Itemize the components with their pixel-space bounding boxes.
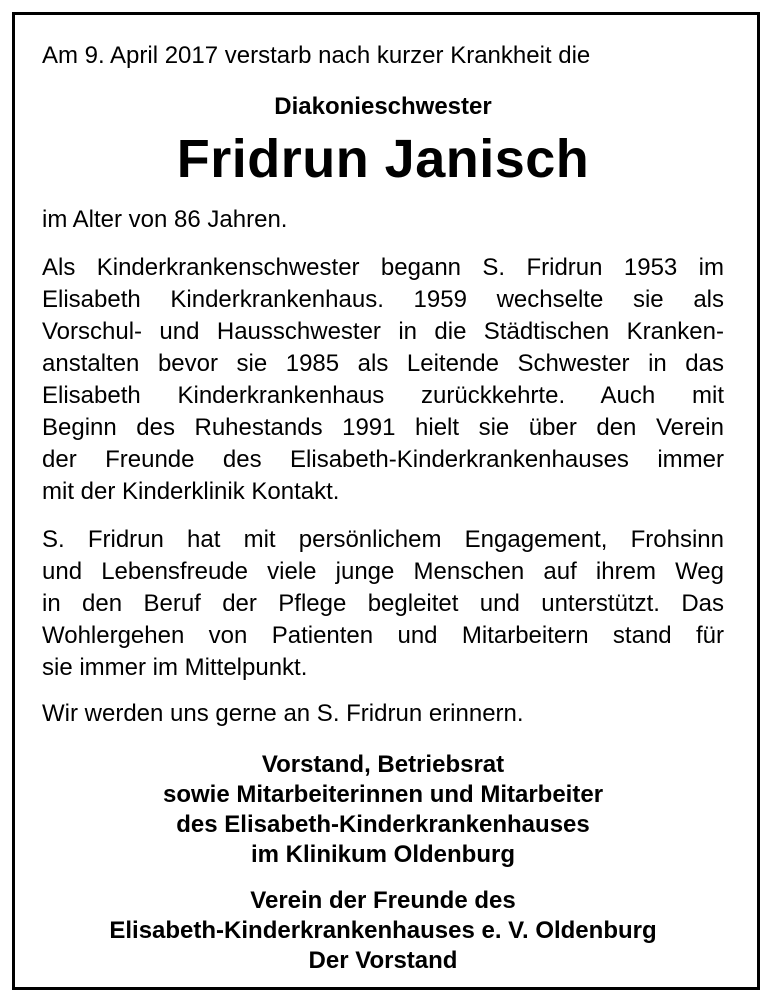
deceased-name: Fridrun Janisch (176, 129, 590, 189)
signature-block-staff (42, 750, 724, 870)
signature-line: Elisabeth-Kinderkrankenhauses e. V. Oldenburg (109, 917, 657, 944)
biography-line: Elisabeth Kinderkrankenhaus. 1959 wechselte sie als (42, 286, 724, 313)
signature-line: Verein der Freunde des (250, 887, 516, 914)
tribute-line: Wohlergehen von Patienten und Mitarbeitern stand für (42, 622, 724, 649)
biography-line: Als Kinderkrankenschwester begann S. Fridrun 1953 im (42, 254, 724, 281)
signature-line: Der Vorstand (308, 947, 458, 974)
tribute-line: in den Beruf der Pflege begleitet und unterstützt. Das (42, 590, 724, 617)
biography-line: mit der Kinderklinik Kontakt. (42, 478, 340, 505)
tribute-line: sie immer im Mittelpunkt. (42, 654, 308, 681)
biography-line: Beginn des Ruhestands 1991 hielt sie über den Verein (42, 414, 724, 441)
deceased-title: Diakonieschwester (274, 93, 492, 120)
obituary-notice (42, 40, 724, 976)
biography-line: Vorschul- und Hausschwester in die Städtischen Kranken- (42, 318, 724, 345)
intro-line: Am 9. April 2017 verstarb nach kurzer Krankheit die (42, 42, 591, 69)
signature-line: sowie Mitarbeiterinnen und Mitarbeiter (162, 781, 604, 808)
biography-line: Elisabeth Kinderkrankenhaus zurückkehrte. Auch mit (42, 382, 724, 409)
age-line: im Alter von 86 Jahren. (42, 206, 288, 233)
signature-line: im Klinikum Oldenburg (250, 841, 515, 868)
biography-line: anstalten bevor sie 1985 als Leitende Schwester in das (42, 350, 724, 377)
tribute-paragraph (42, 524, 724, 684)
biography-paragraph (42, 252, 724, 508)
closing-line: Wir werden uns gerne an S. Fridrun erinnern. (42, 700, 524, 727)
biography-line: der Freunde des Elisabeth-Kinderkrankenhauses immer (42, 446, 724, 473)
signature-line: Vorstand, Betriebsrat (261, 751, 505, 778)
signature-line: des Elisabeth-Kinderkrankenhauses (176, 811, 590, 838)
tribute-line: S. Fridrun hat mit persönlichem Engagement, Frohsinn (42, 526, 724, 553)
tribute-line: und Lebensfreude viele junge Menschen auf ihrem Weg (42, 558, 724, 585)
signature-block-association (42, 886, 724, 976)
